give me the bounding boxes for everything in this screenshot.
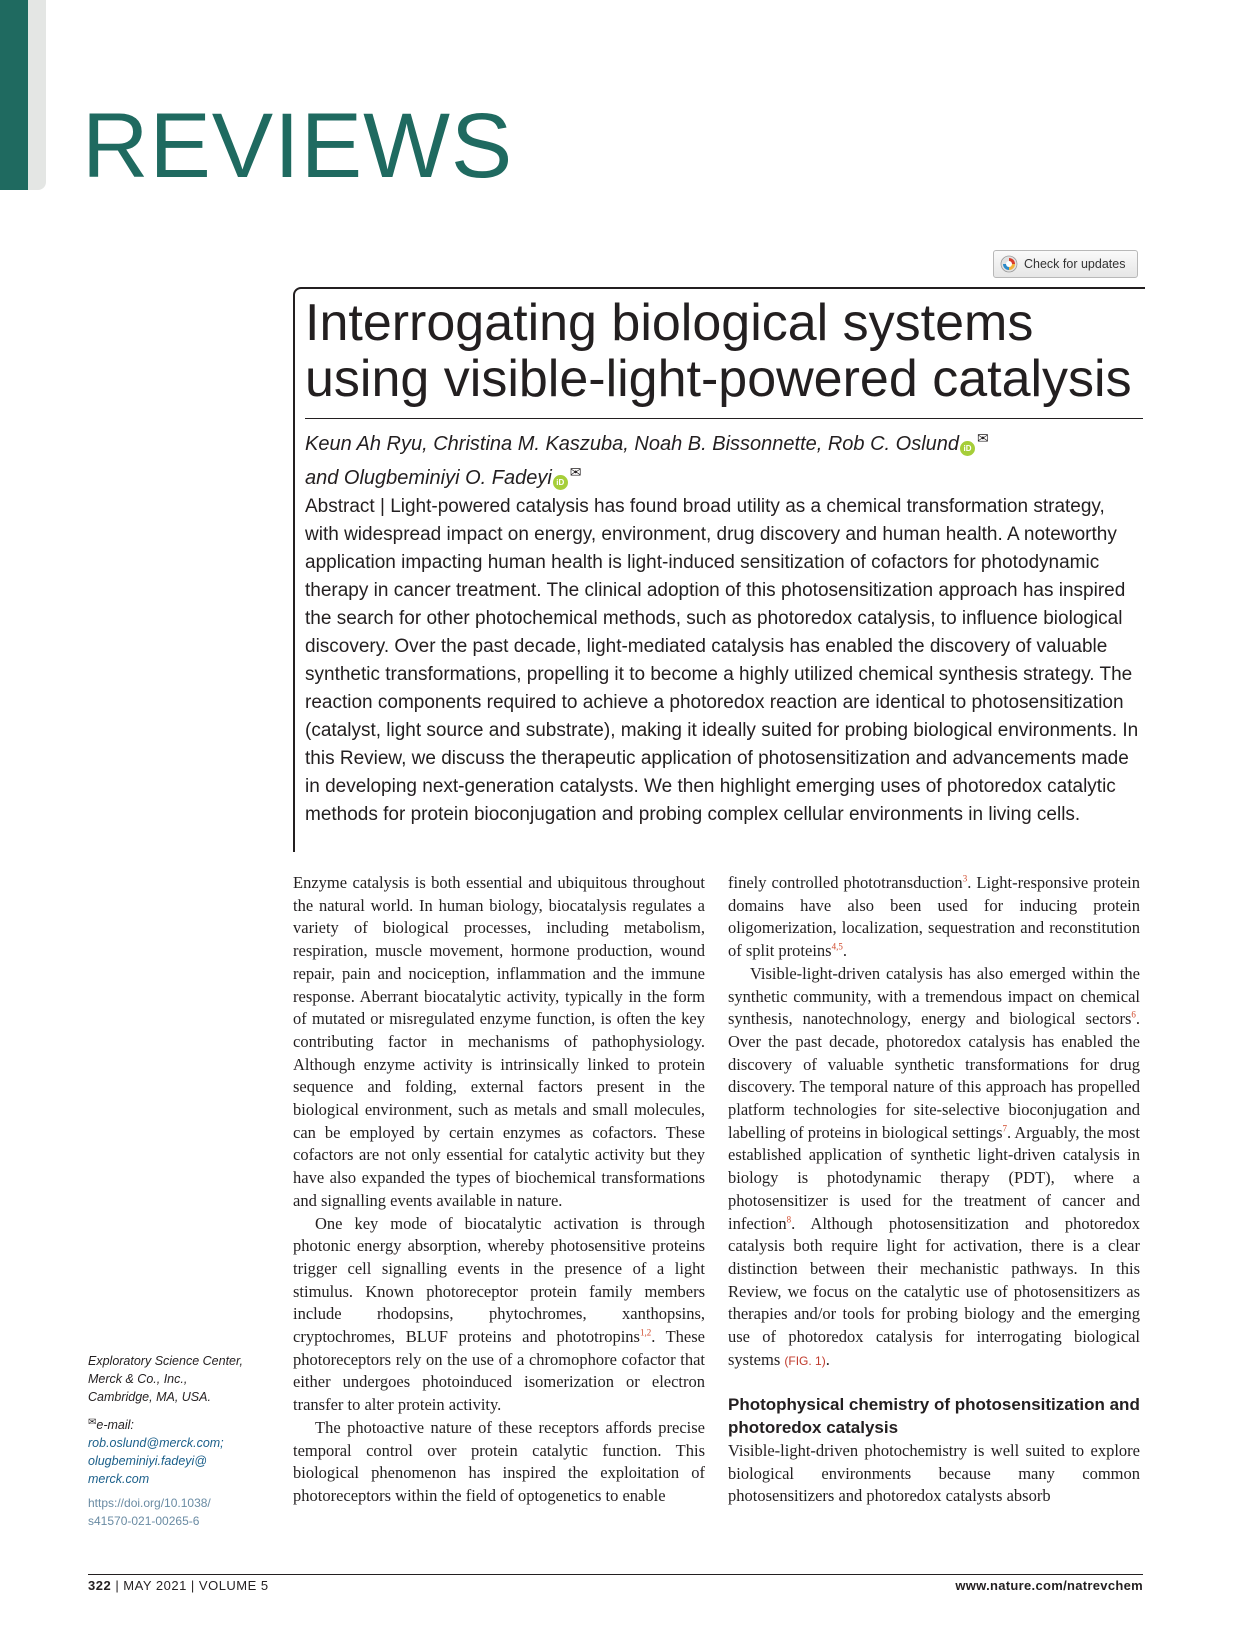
footer-divider: [88, 1574, 1143, 1575]
body-paragraph: Visible-light-driven photochemistry is well suited to explore biological environments because many common photosensitizers and photoredox catalysts absorb: [728, 1440, 1140, 1506]
citation-ref[interactable]: 7: [1002, 1123, 1008, 1134]
doi-text: s41570-021-00265-6: [88, 1514, 200, 1528]
email-label: [88, 1414, 268, 1434]
email-label-text: e-mail:: [96, 1418, 134, 1432]
body-column-right: [728, 872, 1140, 1508]
citation-ref[interactable]: 8: [786, 1214, 792, 1225]
orcid-icon[interactable]: iD: [960, 441, 975, 456]
citation-ref[interactable]: 3: [962, 873, 968, 884]
body-text: . Arguably, the most established application of synthetic light-driven catalysis in biology is photodynamic therapy (PDT), where a photosensitizer is used for the treatment of cancer and infection: [728, 1122, 1140, 1233]
header-accent-strip: [28, 0, 46, 190]
body-text: Visible-light-driven catalysis has also emerged within the synthetic community, with a tremendous impact on chemical synthesis, nanotechnology, energy and biological sectors: [728, 963, 1140, 1029]
footer-page-info: [88, 1578, 269, 1593]
email-envelope-icon: ✉: [88, 1417, 97, 1428]
body-paragraph: [728, 963, 1140, 1373]
page-number: 322: [88, 1578, 112, 1593]
abstract-text: Light-powered catalysis has found broad utility as a chemical transformation strategy, with widespread impact on energy, environment, drug discovery and human health. A noteworthy application impacting human health is light-induced sensitization of cofactors for photodynamic therapy in cancer treatment. The clinical adoption of this photosensitization approach has inspired the search for other photochemical methods, such as photoredox catalysis, to influence biological discovery. Over the past decade, light-mediated catalysis has enabled the discovery of valuable synthetic transformations, propelling it to become a highly utilized chemical synthesis strategy. The reaction components required to achieve a photoredox reaction are identical to photosensitization (catalyst, light source and substrate), making it ideally suited for probing biological environments. In this Review, we discuss the therapeutic application of photosensitization and advancements made in developing next-generation catalysts. We then highlight emerging uses of photoredox catalytic methods for protein bioconjugation and probing complex cellular environments in living cells.: [305, 496, 1139, 825]
article-title: Interrogating biological systems using visible-light-powered catalysis: [305, 294, 1132, 408]
email-link[interactable]: rob.oslund@merck.com;: [88, 1436, 224, 1450]
affiliation-line: Merck & Co., Inc.,: [88, 1372, 188, 1386]
section-label: REVIEWS: [82, 95, 514, 197]
section-heading: Photophysical chemistry of photosensitization and photoredox catalysis: [728, 1395, 1140, 1438]
author-list: [305, 424, 1135, 492]
body-text: finely controlled phototransduction: [728, 873, 963, 892]
citation-ref[interactable]: 6: [1131, 1009, 1136, 1020]
body-column-left: [293, 872, 705, 1508]
body-text: .: [825, 1349, 830, 1369]
body-paragraph: The photoactive nature of these receptors affords precise temporal control over protein catalytic function. This biological phenomenon has inspired the exploitation of photoreceptors within the field of optogenetics to enable: [293, 1417, 705, 1505]
check-for-updates-label: Check for updates: [1024, 257, 1126, 271]
abstract-label: Abstract |: [305, 496, 391, 517]
citation-ref[interactable]: 1,2: [639, 1327, 652, 1338]
author-affiliation: [88, 1352, 268, 1530]
affiliation-line: Cambridge, MA, USA.: [88, 1390, 211, 1404]
body-text: . Light-responsive protein domains have also been used for inducing protein oligomerization, localization, sequestration and reconstitution of split proteins: [728, 873, 1141, 961]
orcid-icon[interactable]: iD: [553, 475, 568, 490]
title-divider: [305, 418, 1143, 419]
body-text: . Although photosensitization and photoredox catalysis both require light for activation, there is a clear distinction between their mechanistic pathways. In this Review, we focus on the catalytic use of photosensitizers as therapies and/or tools for probing biology and the emerging use of photoredox catalysis for interrogating biological systems: [728, 1213, 1140, 1369]
body-paragraph: [293, 1213, 705, 1417]
email-envelope-icon[interactable]: ✉: [569, 464, 582, 480]
abstract: [305, 493, 1143, 829]
body-text: . Over the past decade, photoredox catalysis has enabled the discovery of valuable synthetic transformations for drug discovery. The temporal nature of this approach has propelled platform technologies for site-selective bioconjugation and labelling of proteins in biological settings: [728, 1009, 1140, 1142]
affiliation-line: Exploratory Science Center,: [88, 1354, 243, 1368]
doi-link[interactable]: [88, 1494, 268, 1530]
body-paragraph: Enzyme catalysis is both essential and ubiquitous throughout the natural world. In human biology, biocatalysis regulates a variety of biological processes, including metabolism, respiration, muscle movement, hormone production, wound repair, pain and nociception, inflammation and the immune response. Aberrant biocatalytic activity, typically in the form of mutated or misregulated enzyme function, is often the key contributing factor in mechanisms of pathophysiology. Although enzyme activity is intrinsically linked to protein sequence and folding, external factors present in the biological environment, such as metals and small molecules, can be employed by certain enzymes as cofactors. These cofactors are not only essential for catalytic activity but they have also expanded the types of biochemical transformations and signalling events available in nature.: [293, 873, 705, 1210]
body-text: .: [842, 941, 847, 961]
doi-text: https://doi.org/10.1038/: [88, 1496, 211, 1510]
body-paragraph: [728, 872, 1140, 963]
citation-ref[interactable]: 4,5: [831, 941, 843, 952]
header-accent-bar: [0, 0, 28, 190]
email-link[interactable]: olugbeminiyi.fadeyi@: [88, 1454, 208, 1468]
journal-url[interactable]: www.nature.com/natrevchem: [955, 1578, 1143, 1593]
update-badge-icon: [1000, 255, 1018, 273]
authors-line-1: Keun Ah Ryu, Christina M. Kaszuba, Noah B. Bissonnette, Rob C. Oslund: [305, 433, 960, 455]
check-for-updates-button[interactable]: [993, 250, 1138, 278]
email-link[interactable]: merck.com: [88, 1472, 150, 1486]
body-text: . These photoreceptors rely on the use of a chromophore cofactor that either undergoes photoinduced isomerization or electron transfer to alter protein activity.: [293, 1327, 705, 1415]
issue-info: | MAY 2021 | VOLUME 5: [111, 1578, 269, 1593]
email-envelope-icon[interactable]: ✉: [977, 430, 989, 446]
authors-line-2: and Olugbeminiyi O. Fadeyi: [305, 467, 552, 489]
figure-ref-link[interactable]: (FIG. 1): [784, 1353, 826, 1368]
body-text: One key mode of biocatalytic activation is through photonic energy absorption, whereby photosensitive proteins trigger cell signalling events in the presence of a light stimulus. Known photoreceptor protein family members include rhodopsins, phytochromes, xanthopsins, cryptochromes, BLUF proteins and phototropins: [293, 1213, 705, 1347]
